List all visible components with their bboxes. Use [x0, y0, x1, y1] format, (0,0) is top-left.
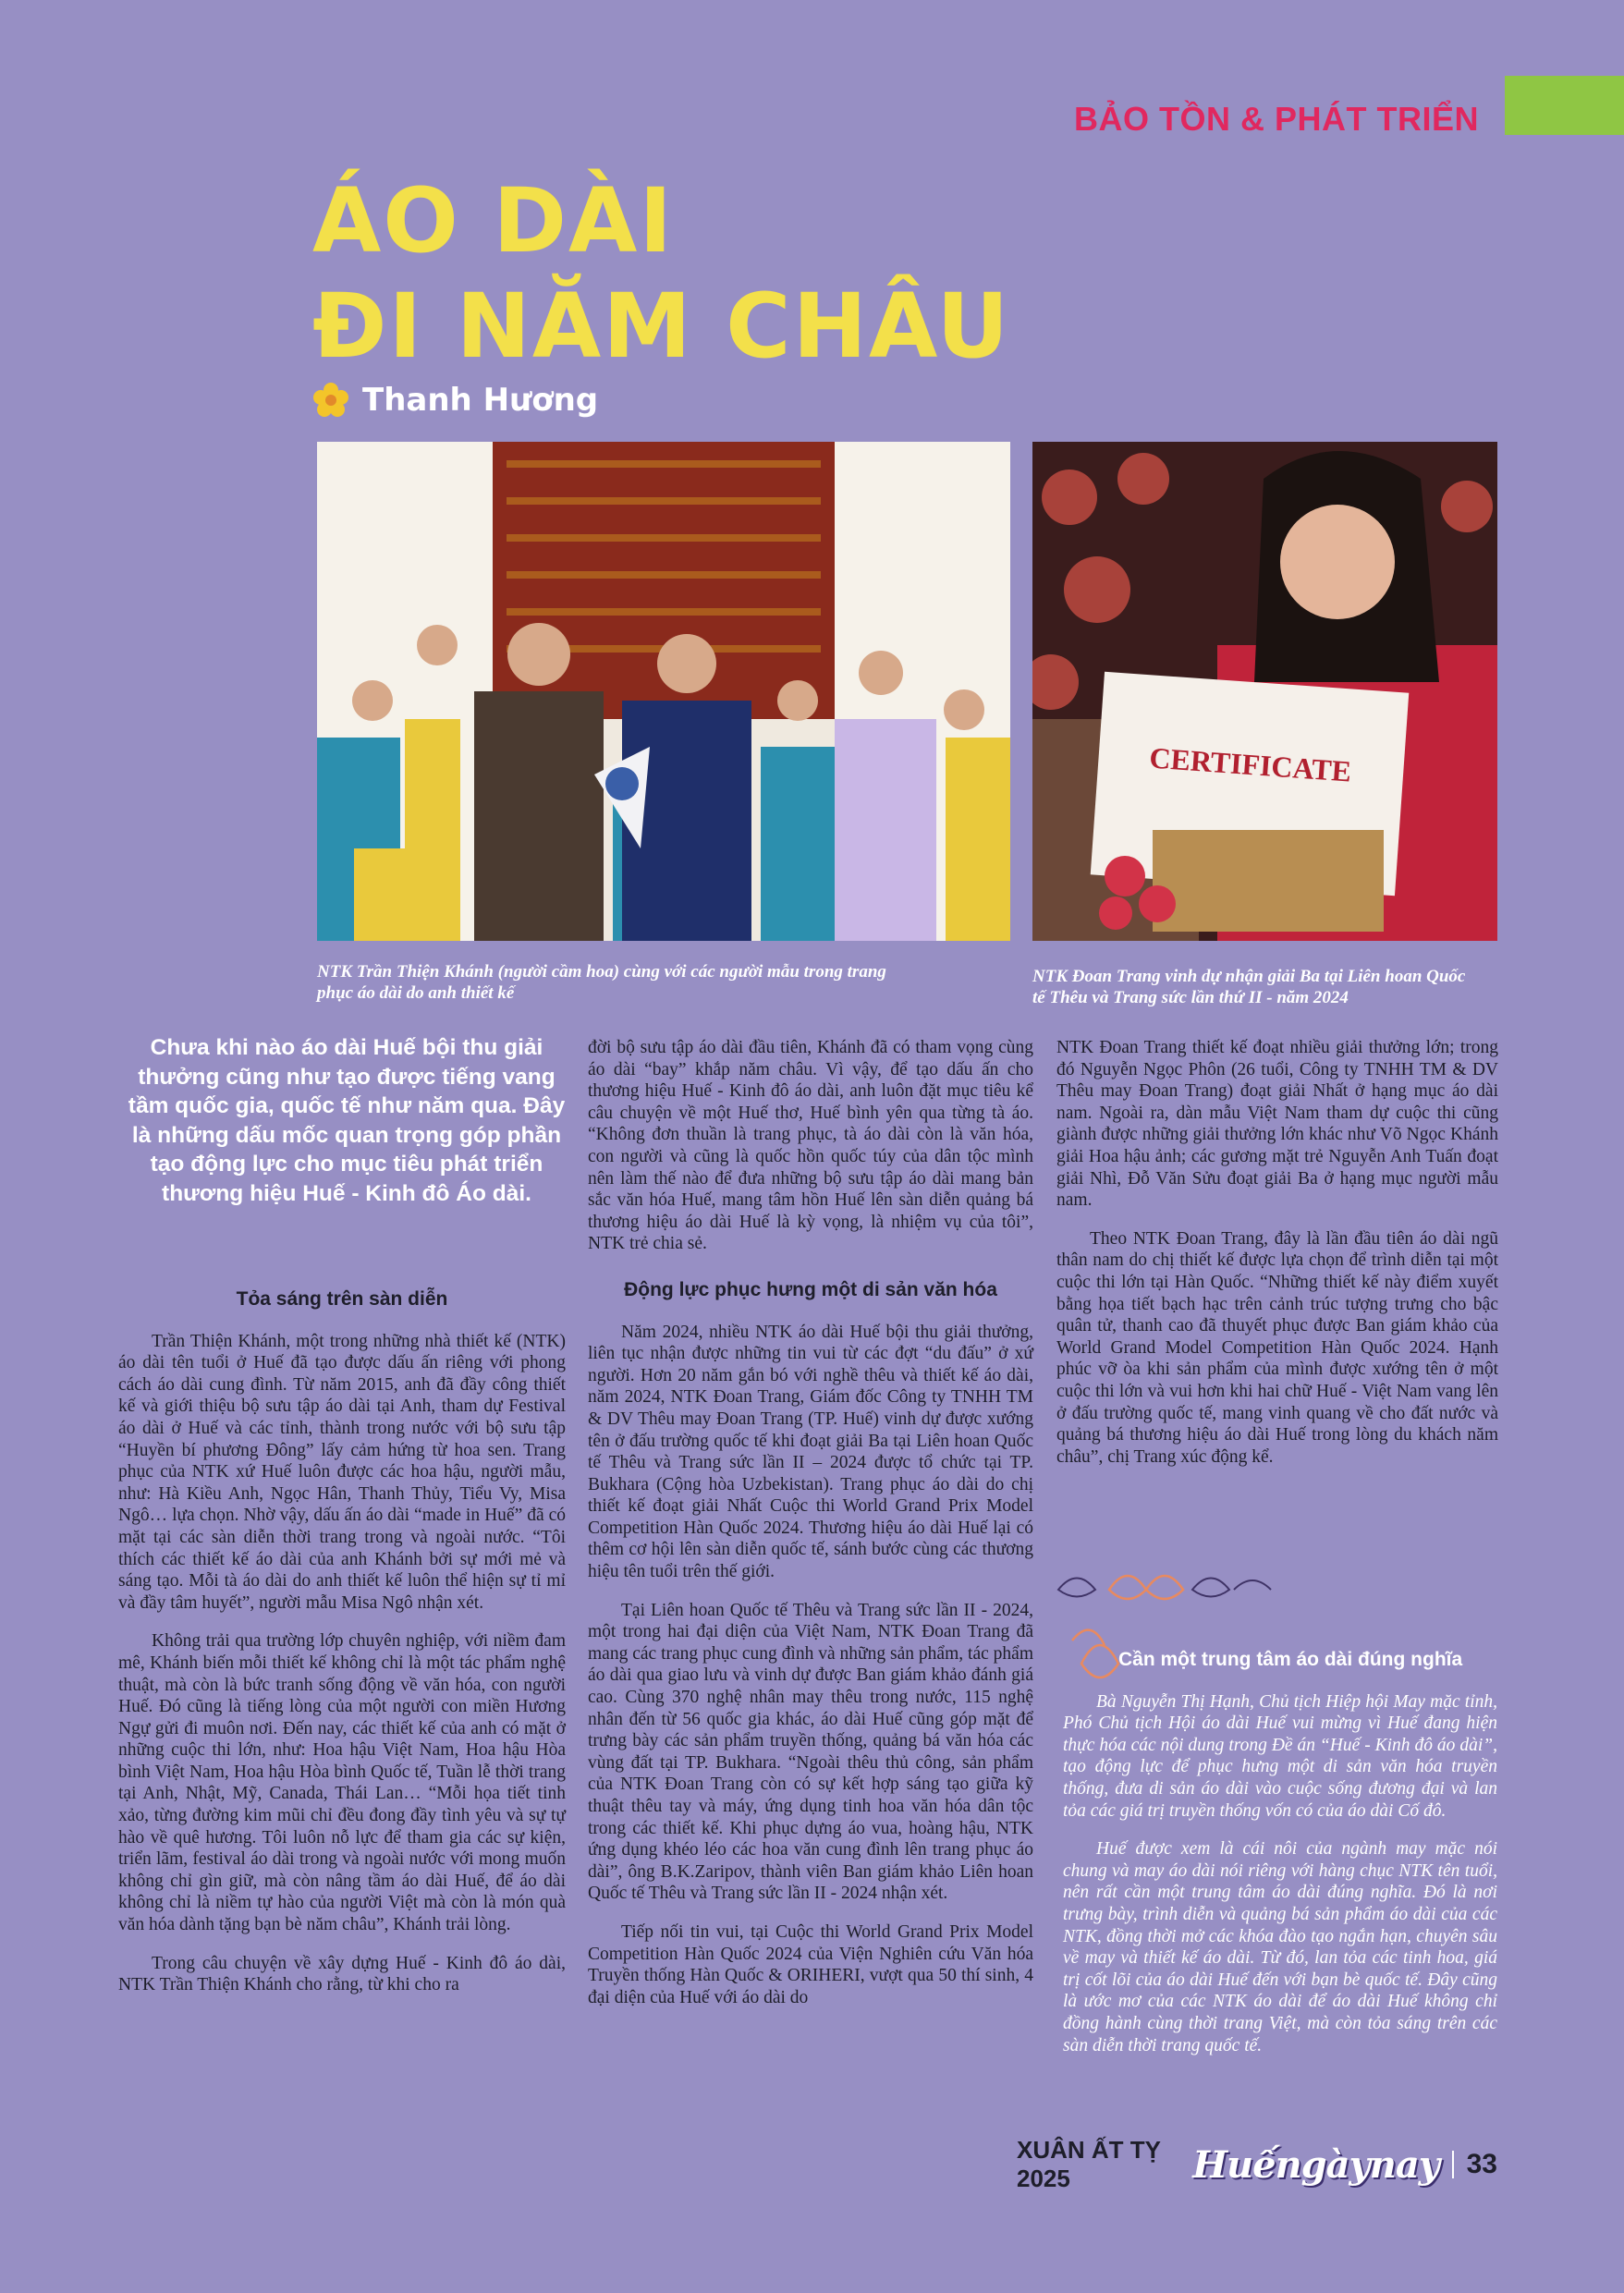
paragraph: NTK Đoan Trang thiết kế đoạt nhiều giải thưởng lớn; trong đó Nguyễn Ngọc Phôn (26 tuổi, Công ty TNHH TM & DV Thêu may Đoan Trang) đoạt giải Nhất ở hạng mục áo dài nam. Ngoài ra, dàn mẫu Việt Nam tham dự cuộc thi cũng giành được những giải thưởng lớn khác như Võ Ngọc Khánh giải Hoa hậu ảnh; các gương mặt trẻ Nguyễn Anh Tuấn đoạt giải Nhì, Đỗ Văn Sửu đoạt giải Ba ở hạng mục người mẫu nam. [1056, 1038, 1498, 1211]
page-number: 33 [1466, 2149, 1497, 2179]
byline [312, 377, 598, 423]
heading-dong-luc: Động lực phục hưng một di sản văn hóa [624, 1278, 997, 1300]
photo-fashion-show [317, 442, 1010, 941]
article-title [312, 168, 1329, 379]
paragraph: Trần Thiện Khánh, một trong những nhà thiết kế (NTK) áo dài tên tuổi ở Huế đã tạo được dấu ấn riêng với phong cách áo dài cung đình. Từ năm 2015, anh đã đầy công thiết kế và giới thiệu bộ sưu tập áo dài tại Anh, tham dự Festival áo dài ở Huế và các tỉnh, thành trong nước với bộ sưu tập “Huyền bí phương Đông” lấy cảm hứng từ hoa sen. Trang phục của NTK xứ Huế luôn được các hoa hậu, người mẫu, như: Hà Kiều Anh, Ngọc Hân, Thanh Thủy, Tiểu Vy, Misa Ngô… lựa chọn. Nhờ vậy, dấu ấn áo dài “made in Huế” đã có mặt tại các sàn diễn thời trang trong và ngoài nước. “Tôi thích các thiết kế áo dài của anh Khánh bởi sự mới mẻ và sáng tạo. Mỗi tà áo dài do anh thiết kế luôn thể hiện sự tỉ mỉ và đầy tâm huyết”, người mẫu Misa Ngô nhận xét. [118, 1331, 566, 1613]
section-tab [1505, 76, 1624, 135]
author-name: Thanh Hương [362, 382, 599, 419]
paragraph: Tiếp nối tin vui, tại Cuộc thi World Grand Prix Model Competition Hàn Quốc 2024 của Viện Nghiên cứu Văn hóa Truyền thống Hàn Quốc & ORIHERI, vượt qua 50 thí sinh, 4 đại diện của Huế với áo dài do [588, 1921, 1033, 2007]
title-line-1: ÁO DÀI [312, 169, 675, 273]
paragraph: Tại Liên hoan Quốc tế Thêu và Trang sức lần II - 2024, một trong hai đại diện của Việt Nam, NTK Đoan Trang đã mang các trang phục cung đình và những sản phẩm, tác phẩm áo dài qua giao lưu và vinh dự được Ban giám khảo đánh giá cao. Cùng 370 nghệ nhân may thêu trong nước, 115 nghệ nhân đến từ 56 quốc gia khác, áo dài Huế cũng góp mặt để trưng bày các sản phẩm truyền thống, quảng bá văn hóa các vùng đất tại TP. Bukhara. “Ngoài thêu thủ công, sản phẩm của NTK Đoan Trang còn có sự kết hợp sáng tạo giữa kỹ thuật thêu tay và máy, ứng dụng tinh hoa văn hóa dân tộc trong các thiết kế. Khi phục dựng áo vua, hoàng hậu, NTK ứng dụng khéo léo các hoa văn cung đình lên trang phục áo dài”, ông B.K.Zaripov, thành viên Ban giám khảo Liên hoan Quốc tế Thêu và Trang sức lần II - 2024 nhận xét. [588, 1600, 1033, 1904]
paragraph: Bà Nguyễn Thị Hạnh, Chủ tịch Hiệp hội May mặc tỉnh, Phó Chủ tịch Hội áo dài Huế vui mừng vì Huế đang hiện thực hóa các nội dung trong Đề án “Huế - Kinh đô áo dài”, tạo động lực để phục hưng một di sản văn hóa truyền thống, đưa di sản áo dài vào cuộc sống đương đại và lan tỏa các giá trị truyền thống vốn có của áo dài Cố đô. [1063, 1691, 1497, 1821]
caption-right: NTK Đoan Trang vinh dự nhận giải Ba tại Liên hoan Quốc tế Thêu và Trang sức lần thứ II - năm 2024 [1032, 967, 1466, 1007]
paragraph: Năm 2024, nhiều NTK áo dài Huế bội thu giải thưởng, liên tục nhận được những tin vui từ các đợt “du đấu” ở xứ người. Hơn 20 năm gắn bó với nghề thêu và thiết kế áo dài, năm 2024, NTK Đoan Trang, Giám đốc Công ty TNHH TM & DV Thêu may Đoan Trang (TP. Huế) vinh dự được xướng tên ở đấu trường quốc tế khi đoạt giải Ba tại Liên hoan Quốc tế Thêu và Trang sức lần II – 2024 được tổ chức tại TP. Bukhara (Cộng hòa Uzbekistan). Trang phục áo dài do chị thiết kế đoạt giải Nhất Cuộc thi World Grand Prix Model Competition Hàn Quốc 2024. Thương hiệu áo dài Huế lại có thêm cơ hội lên sàn diễn quốc tế, sánh bước cùng các thương hiệu tên tuổi trên thế giới. [588, 1322, 1033, 1582]
issue-label: XUÂN ẤT TỴ 2025 [1017, 2136, 1161, 2192]
paragraph: đời bộ sưu tập áo dài đầu tiên, Khánh đã có tham vọng cùng áo dài “bay” khắp năm châu. Vì vậy, để tạo dấu ấn cho thương hiệu Huế - Kinh đô áo dài, anh luôn đặt mục tiêu kể câu chuyện về một Huế thơ, Huế bình yên qua từng tà áo. “Không đơn thuần là trang phục, tà áo dài còn là văn hóa, con người và cũng là quốc hồn quốc túy của dân tộc mình nên làm thế nào để đưa những bộ sưu tập áo dài mang bản sắc văn hóa Huế, mang tâm hồn Huế lên sàn diễn quảng bá thương hiệu áo dài Huế là kỳ vọng, là nhiệm vụ của tôi”, NTK trẻ chia sẻ. [588, 1038, 1033, 1254]
column-2 [588, 1037, 1033, 2025]
paragraph: Không trải qua trường lớp chuyên nghiệp, với niềm đam mê, Khánh biến mỗi thiết kế không chỉ là một tác phẩm nghệ thuật, mà còn là bức tranh sống động về văn hóa, con người Huế. Đó cũng là tiếng lòng của một người con miền Hương Ngự gửi đi muôn nơi. Đến nay, các thiết kế của anh có mặt ở những cuộc thi lớn, như: Hoa hậu Việt Nam, Hoa hậu Hòa bình Việt Nam, Hoa hậu Hòa bình Quốc tế, Tuần lễ thời trang tại Anh, Nhật, Mỹ, Canada, Thái Lan… “Mỗi họa tiết tinh xảo, từng đường kim mũi chỉ đều đong đầy tình yêu và sự tự hào về quê hương. Tôi luôn nỗ lực để tham gia các sự kiện, triển lãm, festival áo dài trong và ngoài nước với mong muốn không chỉ gìn giữ, mà còn nâng tầm áo dài Huế, để áo dài không chỉ là niềm tự hào của người Việt mà còn là món quà văn hóa dành tặng bạn bè năm châu”, Khánh trải lòng. [118, 1631, 566, 1935]
column-3 [1056, 1037, 1498, 1484]
paragraph: Theo NTK Đoan Trang, đây là lần đầu tiên áo dài ngũ thân nam do chị thiết kế được lựa chọn để trình diễn tại một cuộc thi lớn tại Hàn Quốc. “Những thiết kế này điểm xuyết bằng họa tiết bạch hạc trên cảnh trúc tượng trưng cho bậc quân tử, thanh cao đã thuyết phục được Ban giám khảo của World Grand Model Competition Hàn Quốc 2024. Hạnh phúc vỡ òa khi sản phẩm của mình được xướng tên ở một cuộc thi lớn và vui hơn khi hai chữ Huế - Việt Nam vang lên ở đấu trường quốc tế, mang vinh quang về cho đất nước và quảng bá thương hiệu áo dài Huế trong lòng du khách năm châu”, chị Trang xúc động kể. [1056, 1228, 1498, 1467]
paragraph: Huế được xem là cái nôi của ngành may mặc nói chung và may áo dài nói riêng với hàng chục NTK tên tuổi, nên rất cần một trung tâm áo dài đúng nghĩa. Đó là nơi trưng bày, trình diễn và quảng bá sản phẩm áo dài của các NTK, đồng thời mở các khóa đào tạo ngắn hạn, chuyên sâu về may và thiết kế áo dài. Từ đó, lan tỏa các tinh hoa, giá trị cốt lõi của áo dài Huế đến với bạn bè quốc tế. Đây cũng là ước mơ của các NTK áo dài để áo dài Huế không chỉ đồng hành cùng thời trang Việt, mà còn tỏa sáng trên các sàn diễn thời trang quốc tế. [1063, 1839, 1497, 2055]
lead-paragraph: Chưa khi nào áo dài Huế bội thu giải thưởng cũng như tạo được tiếng vang tầm quốc gia, quốc tế như năm qua. Đây là những dấu mốc quan trọng góp phần tạo động lực cho mục tiêu phát triển thương hiệu Huế - Kinh đô Áo dài. [128, 1035, 566, 1206]
heading-trung-tam: Cần một trung tâm áo dài đúng nghĩa [1118, 1649, 1463, 1670]
flower-icon [312, 382, 349, 419]
title-line-2: ĐI NĂM CHÂU [312, 274, 1011, 378]
photo-certificate [1032, 442, 1497, 941]
caption-left: NTK Trần Thiện Khánh (người cầm hoa) cùng với các người mẫu trong trang phục áo dài do anh thiết kế [317, 962, 886, 1003]
certificate-text: CERTIFICATE [1148, 740, 1353, 788]
page-footer [1017, 2137, 1497, 2192]
paragraph: Trong câu chuyện về xây dựng Huế - Kinh đô áo dài, NTK Trần Thiện Khánh cho rằng, từ khi cho ra [118, 1953, 566, 1995]
column-1 [118, 1288, 566, 2013]
section-label: BẢO TỒN & PHÁT TRIỂN [1074, 100, 1479, 138]
magazine-logo: Huếngàynay [1192, 2142, 1440, 2187]
footer-divider [1452, 2151, 1454, 2178]
heading-toa-sang: Tỏa sáng trên sàn diễn [236, 1288, 448, 1310]
sidebar-box [1063, 1649, 1497, 2073]
